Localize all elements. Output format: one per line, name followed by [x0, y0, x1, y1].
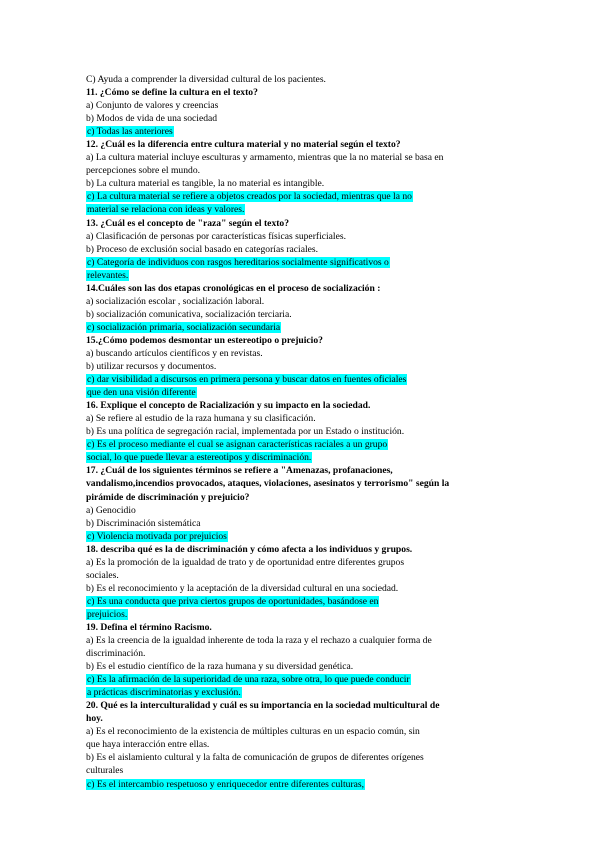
question-line: [86, 621, 514, 634]
line-text: a) Genocidio: [86, 504, 136, 516]
line-text: a) Se refiere al estudio de la raza humana y su clasificación.: [86, 413, 316, 425]
line-text: a) Clasificación de personas por características físicas superficiales.: [86, 230, 346, 242]
question-line: [86, 399, 514, 412]
highlighted-text: c) Es el proceso mediante el cual se asignan características raciales a un grupo: [87, 439, 388, 451]
option-line: [86, 425, 514, 438]
line-text: b) Proceso de exclusión social basado en categorías raciales.: [86, 243, 319, 255]
option-line: [86, 99, 514, 112]
document-page: [86, 73, 514, 791]
option-line: [86, 660, 514, 673]
option-line: [86, 73, 514, 86]
option-line: [86, 151, 514, 164]
question-line: [86, 334, 514, 347]
option-line: [86, 243, 514, 256]
option-line: [86, 164, 514, 177]
question-line: [86, 217, 514, 230]
line-text: 15.¿Cómo podemos desmontar un estereotipo o prejuicio?: [86, 334, 323, 346]
highlighted-text: c) Es la afirmación de la superioridad de una raza, sobre otra, lo que puede conducir: [87, 674, 410, 686]
line-text: 11. ¿Cómo se define la cultura en el texto?: [86, 87, 258, 99]
highlighted-text: social, lo que puede llevar a estereotipos y discriminación.: [87, 452, 312, 464]
line-text: 14.Cuáles son las dos etapas cronológicas en el proceso de socialización :: [86, 282, 381, 294]
question-line: [86, 491, 514, 504]
option-line: [86, 504, 514, 517]
highlighted-text: c) dar visibilidad a discursos en primera persona y buscar datos en fuentes oficiales: [87, 374, 407, 386]
highlighted-answer-line: [86, 530, 514, 543]
option-line: [86, 360, 514, 373]
option-line: [86, 412, 514, 425]
line-text: culturales: [86, 765, 124, 777]
highlighted-answer-line: [86, 321, 514, 334]
highlighted-answer-line: [86, 608, 514, 621]
line-text: sociales.: [86, 569, 119, 581]
line-text: a) La cultura material incluye esculturas y armamento, mientras que la no material se basa en: [86, 152, 444, 164]
line-text: a) Es la creencia de la igualdad inherente de toda la raza y el rechazo a cualquier forma de: [86, 635, 432, 647]
line-text: 18. describa qué es la de discriminación y cómo afecta a los individuos y grupos.: [86, 543, 413, 555]
option-line: [86, 751, 514, 764]
line-text: discriminación.: [86, 648, 146, 660]
line-text: b) La cultura material es tangible, la no material es intangible.: [86, 178, 325, 190]
line-text: vandalismo,incendios provocados, ataques, violaciones, asesinatos y terrorismo" según la: [86, 478, 450, 490]
question-line: [86, 282, 514, 295]
option-line: [86, 308, 514, 321]
highlighted-answer-line: [86, 673, 514, 686]
highlighted-text: material se relaciona con ideas y valores.: [87, 204, 245, 216]
question-line: [86, 86, 514, 99]
highlighted-answer-line: [86, 595, 514, 608]
option-line: [86, 347, 514, 360]
highlighted-text: c) Es el intercambio respetuoso y enriquecedor entre diferentes culturas,: [87, 778, 365, 790]
highlighted-text: c) Es una conducta que priva ciertos grupos de oportunidades, basándose en: [87, 595, 379, 607]
line-text: 16. Explique el concepto de Racialización y su impacto en la sociedad.: [86, 400, 371, 412]
highlighted-text: c) Violencia motivada por prejuicios: [87, 530, 227, 542]
highlighted-answer-line: [86, 386, 514, 399]
line-text: hoy.: [86, 713, 103, 725]
question-line: [86, 138, 514, 151]
line-text: pirámide de discriminación y prejuicio?: [86, 491, 250, 503]
line-text: percepciones sobre el mundo.: [86, 165, 201, 177]
line-text: 12. ¿Cuál es la diferencia entre cultura material y no material según el texto?: [86, 139, 401, 151]
option-line: [86, 569, 514, 582]
highlighted-answer-line: [86, 438, 514, 451]
highlighted-text: a prácticas discriminatorias y exclusión.: [87, 687, 241, 699]
option-line: [86, 230, 514, 243]
line-text: 20. Qué es la interculturalidad y cuál es su importancia en la sociedad multicultural de: [86, 700, 440, 712]
highlighted-text: prejuicios.: [87, 608, 128, 620]
highlighted-answer-line: [86, 451, 514, 464]
option-line: [86, 177, 514, 190]
line-text: a) buscando artículos científicos y en revistas.: [86, 347, 263, 359]
highlighted-answer-line: [86, 373, 514, 386]
line-text: b) Es el aislamiento cultural y la falta de comunicación de grupos de diferentes orígenes: [86, 752, 424, 764]
option-line: [86, 295, 514, 308]
option-line: [86, 556, 514, 569]
highlighted-text: c) Categoría de individuos con rasgos hereditarios socialmente significativos o: [87, 256, 389, 268]
highlighted-text: c) Todas las anteriores: [87, 126, 173, 138]
line-text: a) Es el reconocimiento de la existencia de múltiples culturas en un espacio común, sin: [86, 726, 420, 738]
option-line: [86, 738, 514, 751]
option-line: [86, 725, 514, 738]
question-line: [86, 464, 514, 477]
question-line: [86, 699, 514, 712]
line-text: b) Modos de vida de una sociedad: [86, 113, 218, 125]
highlighted-text: c) La cultura material se refiere a objetos creados por la sociedad, mientras que la no: [87, 191, 412, 203]
line-text: b) Discriminación sistemática: [86, 517, 201, 529]
line-text: a) Es la promoción de la igualdad de trato y de oportunidad entre diferentes grupos: [86, 556, 405, 568]
line-text: 13. ¿Cuál es el concepto de "raza" según el texto?: [86, 217, 290, 229]
question-line: [86, 477, 514, 490]
option-line: [86, 647, 514, 660]
highlighted-answer-line: [86, 269, 514, 282]
option-line: [86, 517, 514, 530]
option-line: [86, 764, 514, 777]
line-text: 17. ¿Cuál de los siguientes términos se refiere a "Amenazas, profanaciones,: [86, 465, 393, 477]
highlighted-text: relevantes.: [87, 269, 129, 281]
line-text: b) Es el reconocimiento y la aceptación de la diversidad cultural en una sociedad.: [86, 582, 399, 594]
line-text: a) socialización escolar , socialización laboral.: [86, 295, 265, 307]
highlighted-answer-line: [86, 203, 514, 216]
line-text: b) Es el estudio científico de la raza humana y su diversidad genética.: [86, 661, 354, 673]
line-text: b) Es una política de segregación racial, implementada por un Estado o institución.: [86, 426, 405, 438]
option-line: [86, 112, 514, 125]
line-text: 19. Defina el término Racismo.: [86, 621, 212, 633]
highlighted-answer-line: [86, 256, 514, 269]
highlighted-answer-line: [86, 190, 514, 203]
highlighted-answer-line: [86, 686, 514, 699]
line-text: que haya interacción entre ellas.: [86, 739, 210, 751]
highlighted-answer-line: [86, 125, 514, 138]
line-text: b) socialización comunicativa, socialización terciaria.: [86, 308, 292, 320]
question-line: [86, 712, 514, 725]
line-text: b) utilizar recursos y documentos.: [86, 361, 217, 373]
highlighted-text: que den una visión diferente: [87, 387, 196, 399]
line-text: a) Conjunto de valores y creencias: [86, 100, 219, 112]
option-line: [86, 582, 514, 595]
highlighted-text: c) socialización primaria, socialización secundaria: [87, 321, 281, 333]
line-text: C) Ayuda a comprender la diversidad cultural de los pacientes.: [86, 74, 326, 85]
highlighted-answer-line: [86, 778, 514, 791]
option-line: [86, 634, 514, 647]
question-line: [86, 543, 514, 556]
